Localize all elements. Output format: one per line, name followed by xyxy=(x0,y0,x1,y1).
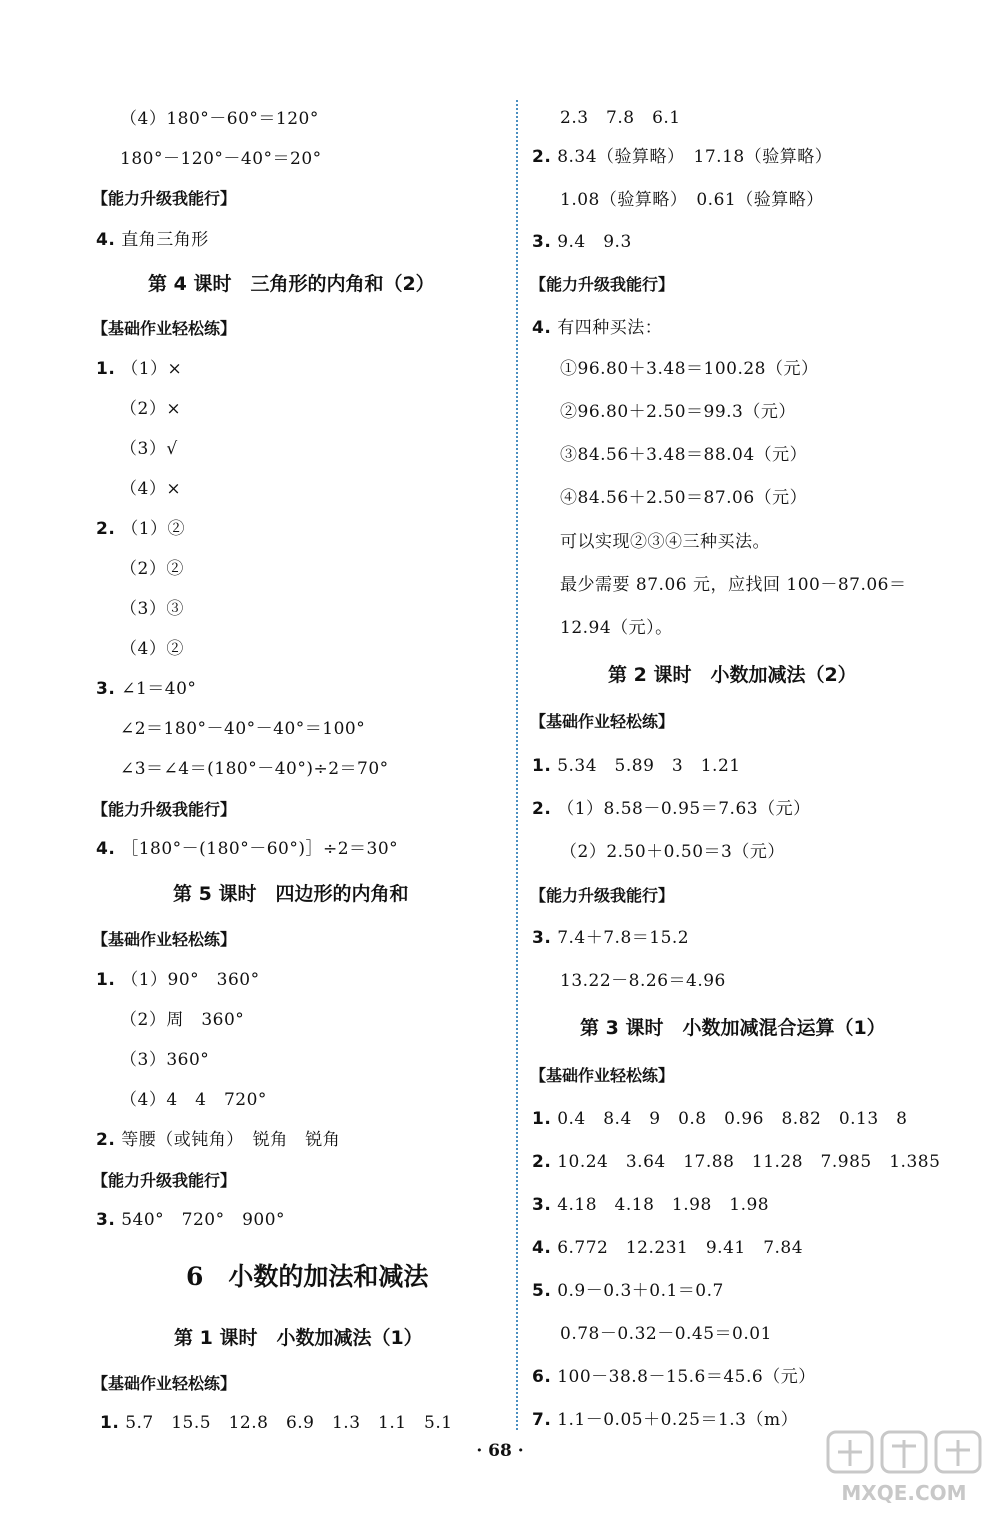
answer-item xyxy=(96,1129,340,1151)
section-label: 【能力升级我能行】 xyxy=(92,1171,237,1190)
answer-line: （2）× xyxy=(120,399,182,419)
answer-line: （2）② xyxy=(120,559,184,579)
answer-line: 180°－120°－40°＝20° xyxy=(120,149,322,169)
answer-text: （1）× xyxy=(121,359,183,379)
item-number: 4. xyxy=(96,230,116,250)
answer-line: ③84.56＋3.48＝88.04（元） xyxy=(560,445,808,465)
watermark-logo xyxy=(818,1428,990,1508)
lesson-heading: 第 2 课时 小数加减法（2） xyxy=(608,664,857,686)
lesson-heading: 第 1 课时 小数加减法（1） xyxy=(174,1327,423,1349)
answer-item xyxy=(532,1280,724,1302)
answer-text: （1）90° 360° xyxy=(121,970,260,990)
answer-text: 6.772 12.231 9.41 7.84 xyxy=(557,1238,804,1258)
section-label: 【基础作业轻松练】 xyxy=(92,1374,237,1393)
answer-line: ①96.80＋3.48＝100.28（元） xyxy=(560,359,819,379)
chapter-title: 6 小数的加法和减法 xyxy=(186,1262,429,1291)
answer-line: ∠2＝180°－40°－40°＝100° xyxy=(120,719,366,739)
answer-line: （3）√ xyxy=(120,439,178,459)
item-number: 3. xyxy=(532,232,552,252)
answer-item xyxy=(96,1209,285,1231)
answer-line: ∠3＝∠4＝(180°－40°)÷2＝70° xyxy=(120,759,389,779)
section-label: 【能力升级我能行】 xyxy=(530,886,675,905)
answer-text: ［180°－(180°－60°)］÷2＝30° xyxy=(121,839,399,859)
watermark-text: MXQE.COM xyxy=(841,1481,967,1505)
answer-item xyxy=(532,755,741,777)
lesson-heading: 第 3 课时 小数加减混合运算（1） xyxy=(580,1017,886,1039)
answer-line: 13.22－8.26＝4.96 xyxy=(560,971,726,991)
item-number: 5. xyxy=(532,1281,552,1301)
section-label: 【基础作业轻松练】 xyxy=(92,319,237,338)
page-number: · 68 · xyxy=(476,1441,524,1461)
answer-item xyxy=(532,1366,816,1388)
item-number: 2. xyxy=(96,519,116,539)
answer-text: 有四种买法： xyxy=(557,318,663,338)
answer-text: 540° 720° 900° xyxy=(121,1210,286,1230)
item-number: 7. xyxy=(532,1410,552,1430)
answer-item xyxy=(532,146,832,168)
item-number: 3. xyxy=(532,928,552,948)
item-number: 2. xyxy=(532,1152,552,1172)
section-label: 【基础作业轻松练】 xyxy=(530,1066,675,1085)
section-label: 【能力升级我能行】 xyxy=(92,800,237,819)
answer-item xyxy=(96,358,182,380)
answer-text: （1）② xyxy=(121,519,186,539)
answer-item xyxy=(96,838,398,860)
answer-line: 0.78－0.32－0.45＝0.01 xyxy=(560,1324,772,1344)
item-number: 4. xyxy=(532,1238,552,1258)
item-number: 1. xyxy=(532,1109,552,1129)
answer-text: 等腰（或钝角） 锐角 锐角 xyxy=(121,1130,341,1150)
answer-line: ②96.80＋2.50＝99.3（元） xyxy=(560,402,796,422)
answer-text: 0.9－0.3＋0.1＝0.7 xyxy=(557,1281,724,1301)
item-number: 2. xyxy=(532,799,552,819)
item-number: 1. xyxy=(532,756,552,776)
item-number: 6. xyxy=(532,1367,552,1387)
answer-text: ∠1＝40° xyxy=(121,679,197,699)
answer-site-logo-icon xyxy=(828,1432,980,1472)
answer-text: 9.4 9.3 xyxy=(557,232,632,252)
answer-line: 1.08（验算略） 0.61（验算略） xyxy=(560,190,824,210)
answer-item xyxy=(532,798,811,820)
answer-line: 可以实现②③④三种买法。 xyxy=(560,532,770,552)
answer-line: （4）180°－60°＝120° xyxy=(120,109,319,129)
answer-line: （4）× xyxy=(120,479,182,499)
answer-line: （2）2.50＋0.50＝3（元） xyxy=(560,842,785,862)
answer-line: 最少需要 87.06 元，应找回 100－87.06＝ xyxy=(560,575,907,595)
answer-item xyxy=(96,229,209,251)
item-number: 2. xyxy=(96,1130,116,1150)
answer-item xyxy=(532,927,689,949)
answer-line: （2）周 360° xyxy=(120,1010,245,1030)
answer-line: （3）360° xyxy=(120,1050,210,1070)
item-number: 2. xyxy=(532,147,552,167)
answer-item xyxy=(96,518,185,540)
item-number: 4. xyxy=(96,839,116,859)
item-number: 3. xyxy=(96,1210,116,1230)
answer-text: 5.34 5.89 3 1.21 xyxy=(557,756,741,776)
answer-line: 12.94（元）。 xyxy=(560,618,673,638)
answer-text: 7.4＋7.8＝15.2 xyxy=(557,928,690,948)
answer-line: ④84.56＋2.50＝87.06（元） xyxy=(560,488,808,508)
item-number: 3. xyxy=(96,679,116,699)
lesson-heading: 第 4 课时 三角形的内角和（2） xyxy=(148,273,435,295)
answer-item xyxy=(96,678,196,700)
section-label: 【能力升级我能行】 xyxy=(530,275,675,294)
answer-item xyxy=(532,1194,769,1216)
item-number: 4. xyxy=(532,318,552,338)
answer-line: （4）② xyxy=(120,639,184,659)
item-number: 1. xyxy=(96,970,116,990)
answer-text: 8.34（验算略） 17.18（验算略） xyxy=(557,147,833,167)
item-number: 3. xyxy=(532,1195,552,1215)
answer-item xyxy=(532,231,632,253)
answer-text: 直角三角形 xyxy=(121,230,209,250)
answer-text: 100－38.8－15.6＝45.6（元） xyxy=(557,1367,816,1387)
section-label: 【能力升级我能行】 xyxy=(92,189,237,208)
answer-item xyxy=(100,1412,453,1434)
answer-item xyxy=(96,969,260,991)
answer-text: 0.4 8.4 9 0.8 0.96 8.82 0.13 8 xyxy=(557,1109,908,1129)
answer-text: 10.24 3.64 17.88 11.28 7.985 1.385 xyxy=(557,1152,941,1172)
column-divider xyxy=(516,100,518,1430)
item-number: 1. xyxy=(100,1413,120,1433)
lesson-heading: 第 5 课时 四边形的内角和 xyxy=(173,883,409,905)
answer-item xyxy=(532,1151,940,1173)
answer-item xyxy=(532,1409,798,1431)
answer-text: 1.1－0.05＋0.25＝1.3（m） xyxy=(557,1410,799,1430)
answer-text: （1）8.58－0.95＝7.63（元） xyxy=(557,799,811,819)
answer-line: （4）4 4 720° xyxy=(120,1090,267,1110)
section-label: 【基础作业轻松练】 xyxy=(530,712,675,731)
answer-text: 5.7 15.5 12.8 6.9 1.3 1.1 5.1 xyxy=(125,1413,453,1433)
item-number: 1. xyxy=(96,359,116,379)
answer-line: 2.3 7.8 6.1 xyxy=(560,108,681,128)
answer-item xyxy=(532,1237,803,1259)
answer-text: 4.18 4.18 1.98 1.98 xyxy=(557,1195,770,1215)
section-label: 【基础作业轻松练】 xyxy=(92,930,237,949)
answer-item xyxy=(532,1108,908,1130)
answer-item xyxy=(532,317,662,339)
answer-line: （3）③ xyxy=(120,599,184,619)
